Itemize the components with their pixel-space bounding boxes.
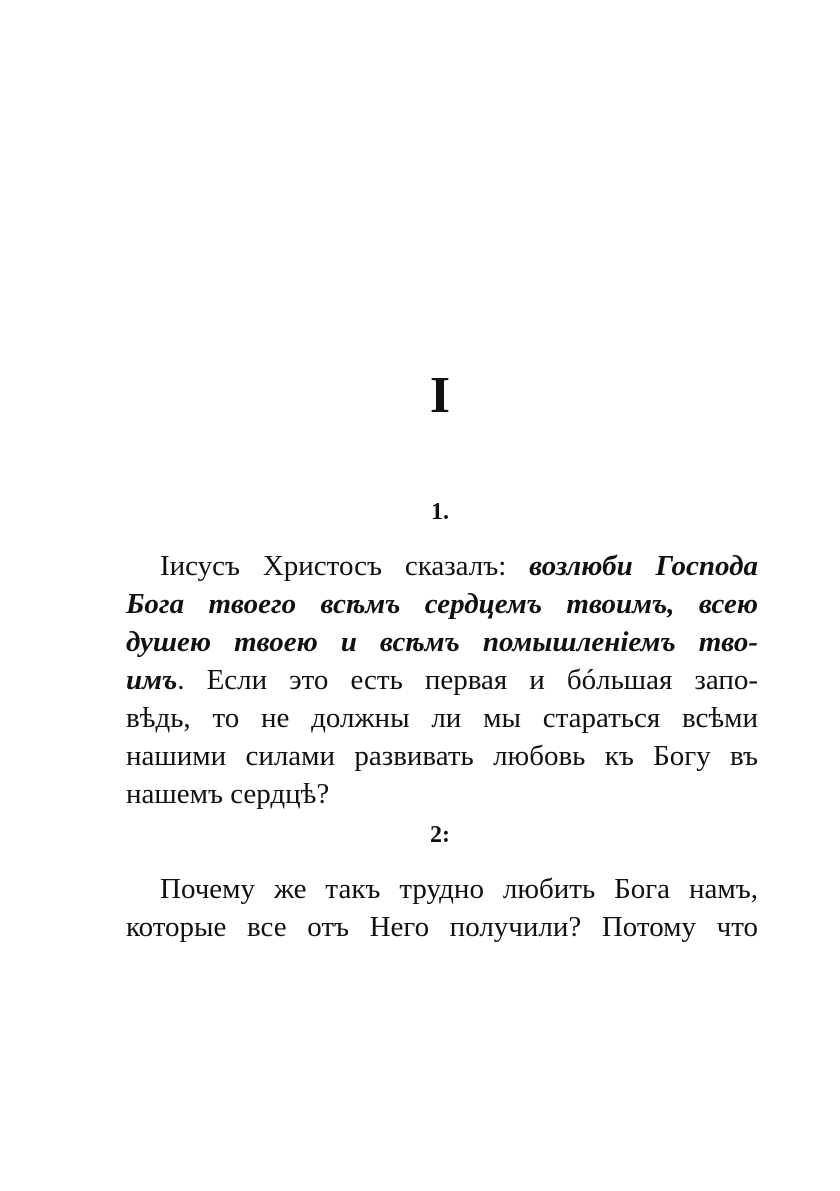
text-run: Іисусъ Христосъ сказалъ: bbox=[160, 550, 530, 582]
section-number: 1. bbox=[431, 499, 449, 525]
text-line: которые все отъ Него получили? Потому что bbox=[126, 911, 758, 943]
emphasized-text: душею твоею и всѣмъ помышленіемъ тво- bbox=[126, 626, 758, 658]
section-number: 2: bbox=[430, 822, 450, 848]
chapter-title: I bbox=[429, 367, 451, 424]
text-line bbox=[126, 623, 758, 661]
text-run: . Если это есть первая и бóльшая запо- bbox=[177, 664, 758, 696]
emphasized-text: Бога твоего всѣмъ сердцемъ твоимъ, всею bbox=[126, 588, 758, 620]
text-line bbox=[160, 547, 758, 585]
text-line: вѣдь, то не должны ли мы стараться всѣми bbox=[126, 702, 758, 734]
text-line bbox=[126, 585, 758, 623]
text-line: нашемъ сердцѣ? bbox=[126, 778, 330, 810]
text-line: Почему же такъ трудно любить Бога намъ, bbox=[160, 873, 758, 905]
text-line: нашими силами развивать любовь къ Богу въ bbox=[126, 740, 758, 772]
emphasized-text: имъ bbox=[126, 664, 178, 696]
emphasized-text: возлюби Господа bbox=[529, 550, 759, 582]
text-line bbox=[126, 661, 758, 699]
